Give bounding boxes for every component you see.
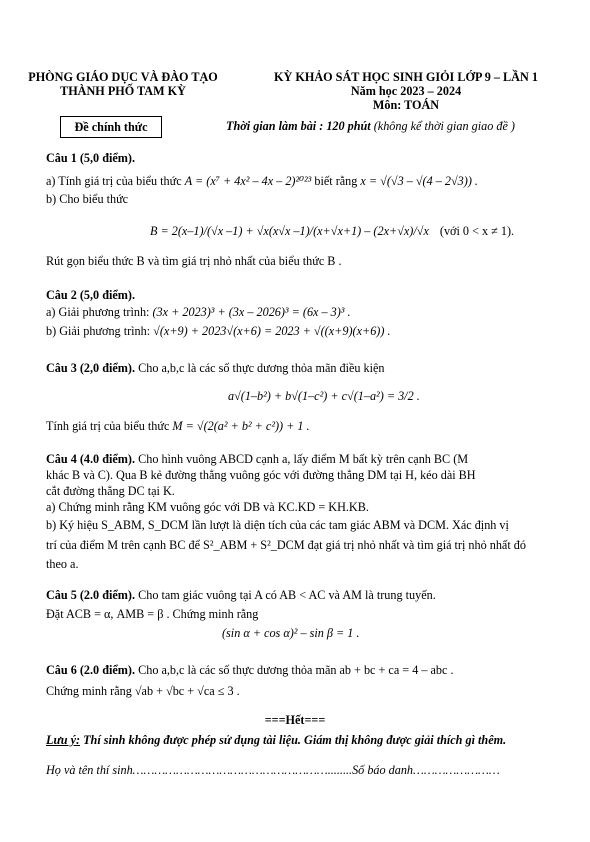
q6-line2: Chứng minh rằng √ab + √bc + √ca ≤ 3 . <box>46 684 240 698</box>
q4b-line2: trí của điểm M trên cạnh BC để S²_ABM + S²_DCM đạt giá trị nhỏ nhất và tìm giá trị nhỏ nhất đó <box>46 538 526 552</box>
q6-line1 <box>46 663 454 678</box>
q1a-expr: A = (x⁷ + 4x² – 4x – 2)²⁰²³ <box>184 174 312 188</box>
q3-task-line <box>46 419 310 434</box>
q1b-text: b) Cho biểu thức <box>46 192 129 206</box>
city-name: THÀNH PHỐ TAM KỲ <box>60 84 186 98</box>
q2a-expr: (3x + 2023)³ + (3x – 2026)³ = (6x – 3)³ . <box>152 305 351 319</box>
q5-title: Câu 5 (2.0 điểm). <box>46 588 136 602</box>
note-text: Thí sinh không được phép sử dụng tài liệu. Giám thị không được giải thích gì thêm. <box>80 733 507 747</box>
note <box>46 733 506 748</box>
official-exam-label: Đề chính thức <box>74 120 148 134</box>
q4b-line1: b) Ký hiệu S_ABM, S_DCM lần lượt là diện tích của các tam giác ABM và DCM. Xác định vị <box>46 518 509 532</box>
q2b-expr: √(x+9) + 2023√(x+6) = 2023 + √((x+9)(x+6)) . <box>153 324 391 338</box>
q4b-line3: theo a. <box>46 557 79 571</box>
candidate-info-line: Họ và tên thí sinh………………………………………………........Số báo danh…………………… <box>46 763 500 777</box>
q2a-text: a) Giải phương trình: <box>46 305 153 319</box>
q1a-mid: biết rằng <box>311 174 361 188</box>
q5-line2: Đặt ACB = α, AMB = β . Chứng minh rằng <box>46 607 259 621</box>
q2b-text: b) Giải phương trình: <box>46 324 154 338</box>
subject: Môn: TOÁN <box>372 98 440 112</box>
time-bold: Thời gian làm bài : 120 phút <box>226 119 371 133</box>
q2b <box>46 324 391 339</box>
q1b-expr <box>150 224 514 239</box>
department-name: PHÒNG GIÁO DỤC VÀ ĐÀO TẠO <box>28 70 218 84</box>
q5-expr: (sin α + cos α)² – sin β = 1 . <box>222 626 360 640</box>
q3-title: Câu 3 (2,0 điểm). <box>46 361 136 375</box>
end-marker: ===Hết=== <box>264 713 326 727</box>
q4-line3: cắt đường thẳng DC tại K. <box>46 484 175 498</box>
q3-condition: a√(1–b²) + b√(1–c²) + c√(1–a²) = 3/2 . <box>228 389 420 403</box>
q3-line <box>46 361 385 376</box>
q4-text1: Cho hình vuông ABCD cạnh a, lấy điểm M bất kỳ trên cạnh BC (M <box>135 452 469 466</box>
time-allowed <box>226 119 515 134</box>
q3-task-expr: M = √(2(a² + b² + c²)) + 1 . <box>172 419 310 433</box>
q1b-condition: (với 0 < x ≠ 1). <box>439 224 515 238</box>
q6-text1: Cho a,b,c là các số thực dương thỏa mãn ab + bc + ca = 4 – abc . <box>135 663 454 677</box>
school-year: Năm học 2023 – 2024 <box>350 84 462 98</box>
q2a <box>46 305 351 320</box>
q4-title: Câu 4 (4.0 điểm). <box>46 452 136 466</box>
q1b-formula: B = 2(x–1)/(√x –1) + √x(x√x –1)/(x+√x+1) – (2x+√x)/√x <box>150 224 429 238</box>
q1a <box>46 174 478 189</box>
note-label: Lưu ý: <box>46 733 81 747</box>
q6-title: Câu 6 (2.0 điểm). <box>46 663 136 677</box>
time-note: (không kể thời gian giao đề ) <box>370 119 515 133</box>
q2-title: Câu 2 (5,0 điểm). <box>46 288 136 302</box>
q3-intro: Cho a,b,c là các số thực dương thỏa mãn điều kiện <box>135 361 385 375</box>
q5-text1: Cho tam giác vuông tại A có AB < AC và AM là trung tuyến. <box>135 588 436 602</box>
q4a: a) Chứng minh rằng KM vuông góc với DB và KC.KD = KH.KB. <box>46 500 369 514</box>
exam-title: KỲ KHẢO SÁT HỌC SINH GIỎI LỚP 9 – LẦN 1 <box>274 70 538 84</box>
q4-line2: khác B và C). Qua B kẻ đường thẳng vuông góc với đường thẳng DM tại H, kéo dài BH <box>46 468 476 482</box>
q5-line1 <box>46 588 436 603</box>
q1b-task: Rút gọn biểu thức B và tìm giá trị nhỏ nhất của biểu thức B . <box>46 254 342 268</box>
q4-line1 <box>46 452 468 467</box>
q1a-text: a) Tính giá trị của biểu thức <box>46 174 185 188</box>
q3-task: Tính giá trị của biểu thức <box>46 419 173 433</box>
official-exam-box <box>60 116 162 138</box>
q1a-x: x = √(√3 – √(4 – 2√3)) . <box>360 174 478 188</box>
q1-title: Câu 1 (5,0 điểm). <box>46 151 136 165</box>
